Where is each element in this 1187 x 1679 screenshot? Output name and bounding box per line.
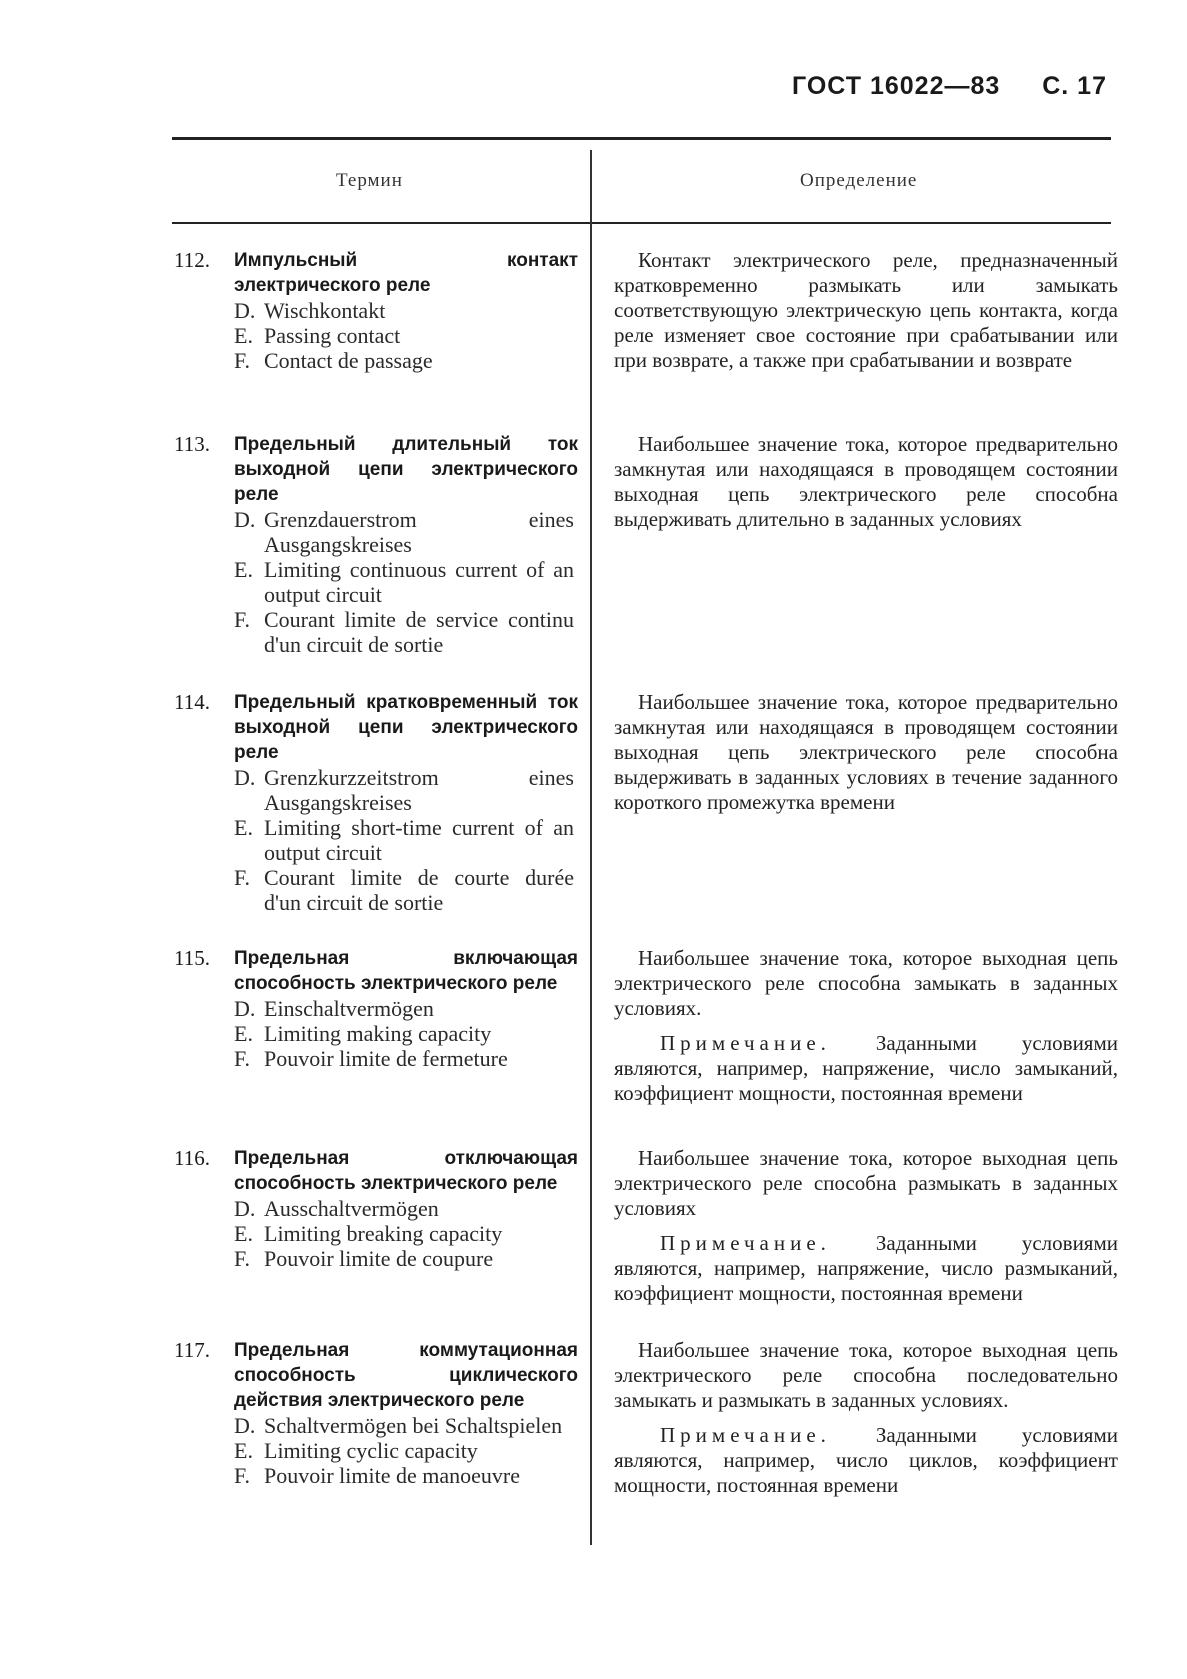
definition-text: Наибольшее значение тока, которое предварительно замкнутая или находящаяся в проводящем состоянии выходная цепь электрического реле способна выдерживать длительно в заданных условиях: [614, 432, 1118, 531]
term-equivalent-fr: F. Contact de passage: [234, 348, 433, 373]
definition-note: [614, 1031, 1118, 1106]
definition-text: Наибольшее значение тока, которое выходная цепь электрического реле способна размыкать в заданных условиях: [614, 1146, 1118, 1220]
page-header: [792, 72, 1107, 101]
note-label: Примечание.: [660, 1423, 831, 1447]
term-number: 112.: [174, 248, 210, 272]
term-equivalent-de: D. Grenzkurzzeitstrom eines Ausgangskreises: [234, 765, 574, 815]
table-top-rule: [172, 137, 1111, 140]
term-number: 113.: [174, 432, 210, 456]
term-equivalent-fr: F. Courant limite de courte durée d'un circuit de sortie: [234, 865, 574, 915]
standard-number: ГОСТ 16022—83: [792, 72, 1001, 100]
term-definition: [614, 248, 1118, 373]
term-equivalent-fr: F. Pouvoir limite de manoeuvre: [234, 1463, 520, 1488]
term-definition: [614, 946, 1118, 1106]
term-entry: [174, 946, 578, 1071]
definition-text: Наибольшее значение тока, которое выходная цепь электрического реле способна последовательно замыкать и размыкать в заданных условиях.: [614, 1338, 1118, 1412]
note-text: Заданными условиями являются, например, напряжение, число размыканий, коэффициент мощности, постоянная времени: [614, 1231, 1118, 1305]
term-equivalent-fr: F. Courant limite de service continu d'un circuit de sortie: [234, 607, 574, 657]
definition-text: Контакт электрического реле, предназначенный кратковременно размыкать или замыкать соответствующую электрическую цепь контакта, когда реле изменяет свое состояние при срабатывании или при возврате, а также при срабатывании и возврате: [614, 248, 1118, 372]
column-header-definition: Определение: [800, 170, 918, 191]
column-divider: [590, 150, 592, 1545]
term-entry: [174, 1338, 578, 1488]
term-entry: [174, 690, 578, 915]
table-header-rule: [172, 222, 1111, 224]
definition-text: Наибольшее значение тока, которое выходная цепь электрического реле способна замыкать в заданных условиях.: [614, 946, 1118, 1020]
note-text: Заданными условиями являются, например, напряжение, число замыканий, коэффициент мощности, постоянная времени: [614, 1031, 1118, 1105]
term-number: 114.: [174, 690, 210, 714]
term-equivalent-en: E. Limiting cyclic capacity: [234, 1438, 478, 1463]
term-title: Предельный кратковременный ток выходной цепи электрического реле: [234, 692, 578, 763]
term-entry: [174, 1146, 578, 1271]
term-title: Предельная отключающая способность электрического реле: [234, 1148, 578, 1194]
term-number: 115.: [174, 946, 210, 970]
column-header-term: Термин: [336, 170, 403, 191]
term-title: Импульсный контакт электрического реле: [234, 250, 578, 296]
term-equivalent-en: E. Passing contact: [234, 323, 401, 348]
term-definition: [614, 690, 1118, 815]
term-entry: [174, 432, 578, 657]
term-equivalent-en: E. Limiting making capacity: [234, 1021, 492, 1046]
page-number: С. 17: [1042, 72, 1107, 100]
term-equivalent-de: D. Ausschaltvermögen: [234, 1196, 439, 1221]
term-equivalent-en: E. Limiting short-time current of an output circuit: [234, 815, 574, 865]
term-equivalent-de: D. Schaltvermögen bei Schaltspielen: [234, 1413, 563, 1438]
term-equivalent-fr: F. Pouvoir limite de coupure: [234, 1246, 494, 1271]
term-number: 116.: [174, 1146, 210, 1170]
note-label: Примечание.: [660, 1031, 831, 1055]
term-equivalent-de: D. Wischkontakt: [234, 298, 386, 323]
term-equivalent-de: D. Einschaltvermögen: [234, 996, 434, 1021]
term-equivalent-en: E. Limiting breaking capacity: [234, 1221, 503, 1246]
term-title: Предельная коммутационная способность циклического действия электрического реле: [234, 1340, 578, 1411]
note-text: Заданными условиями являются, например, число циклов, коэффициент мощности, постоянная времени: [614, 1423, 1118, 1497]
definition-note: [614, 1231, 1118, 1306]
note-label: Примечание.: [660, 1231, 831, 1255]
term-title: Предельная включающая способность электрического реле: [234, 948, 578, 994]
term-definition: [614, 1146, 1118, 1306]
term-title: Предельный длительный ток выходной цепи электрического реле: [234, 434, 578, 505]
term-equivalent-en: E. Limiting continuous current of an output circuit: [234, 557, 574, 607]
term-definition: [614, 432, 1118, 532]
term-equivalent-fr: F. Pouvoir limite de fermeture: [234, 1046, 508, 1071]
term-number: 117.: [174, 1338, 210, 1362]
definition-text: Наибольшее значение тока, которое предварительно замкнутая или находящаяся в проводящем состоянии выходная цепь электрического реле способна выдерживать в заданных условиях в течение заданного короткого промежутка времени: [614, 690, 1118, 814]
term-definition: [614, 1338, 1118, 1498]
definition-note: [614, 1423, 1118, 1498]
term-equivalent-de: D. Grenzdauerstrom eines Ausgangskreises: [234, 507, 574, 557]
term-entry: [174, 248, 578, 373]
